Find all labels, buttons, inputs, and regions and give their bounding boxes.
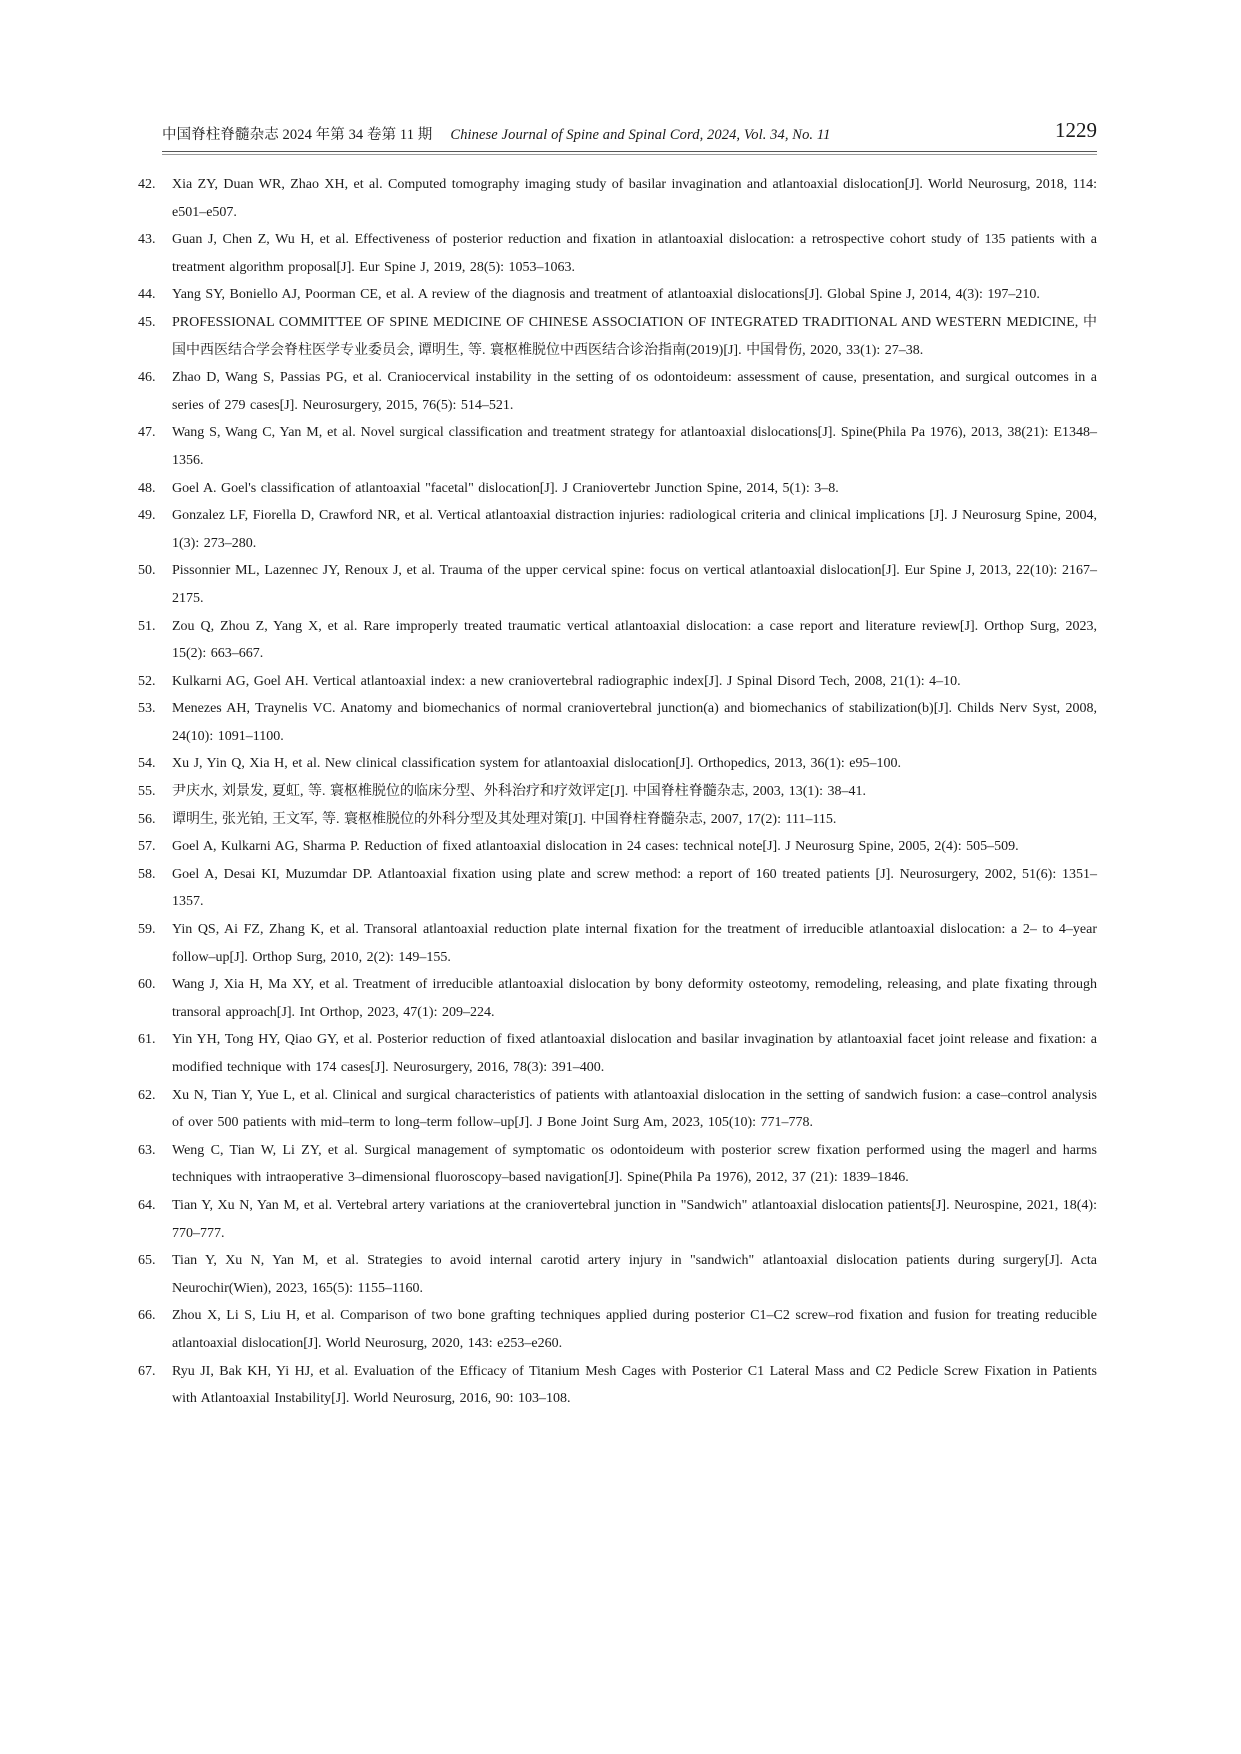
reference-item — [138, 557, 1097, 612]
reference-text: Tian Y, Xu N, Yan M, et al. Vertebral artery variations at the craniovertebral junction in "Sandwich" atlantoaxial dislocation patients[J]. Neurospine, 2021, 18(4): 770–777. — [172, 1197, 1097, 1241]
reference-number: 62. — [138, 1087, 156, 1103]
reference-item — [138, 309, 1097, 364]
reference-number: 49. — [138, 508, 156, 524]
reference-text: 尹庆水, 刘景发, 夏虹, 等. 寰枢椎脱位的临床分型、外科治疗和疗效评定[J]. 中国脊柱脊髓杂志, 2003, 13(1): 38–41. — [172, 784, 866, 800]
reference-list — [138, 171, 1097, 1413]
reference-item — [138, 171, 1097, 226]
reference-number: 55. — [138, 784, 156, 800]
reference-item — [138, 364, 1097, 419]
reference-number: 48. — [138, 480, 156, 496]
reference-text: Zhao D, Wang S, Passias PG, et al. Craniocervical instability in the setting of os odontoideum: assessment of cause, presentation, and surgical outcomes in a series of 279 cases[J]. Neurosurgery, 2015, 76(5): 514–521. — [172, 370, 1097, 413]
reference-item — [138, 668, 1097, 696]
reference-item — [138, 971, 1097, 1026]
reference-item — [138, 475, 1097, 503]
reference-number: 58. — [138, 866, 156, 882]
reference-item — [138, 861, 1097, 916]
reference-text: Kulkarni AG, Goel AH. Vertical atlantoaxial index: a new craniovertebral radiographic index[J]. J Spinal Disord Tech, 2008, 21(1): 4–10. — [172, 673, 961, 689]
reference-text: Xia ZY, Duan WR, Zhao XH, et al. Computed tomography imaging study of basilar invagination and atlantoaxial dislocation[J]. World Neurosurg, 2018, 114: e501–e507. — [172, 177, 1097, 220]
reference-number: 60. — [138, 977, 156, 993]
reference-text: Menezes AH, Traynelis VC. Anatomy and biomechanics of normal craniovertebral junction(a) and biomechanics of stabilization(b)[J]. Childs Nerv Syst, 2008, 24(10): 1091–1100. — [172, 701, 1097, 744]
reference-number: 46. — [138, 370, 156, 386]
journal-title-en: Chinese Journal of Spine and Spinal Cord, 2024, Vol. 34, No. 11 — [450, 127, 831, 143]
reference-item — [138, 502, 1097, 557]
reference-item — [138, 833, 1097, 861]
reference-number: 67. — [138, 1363, 156, 1379]
reference-item — [138, 1082, 1097, 1137]
reference-item — [138, 281, 1097, 309]
reference-number: 61. — [138, 1032, 156, 1048]
reference-item — [138, 1247, 1097, 1302]
reference-number: 50. — [138, 563, 156, 579]
reference-item — [138, 916, 1097, 971]
reference-text: Yin YH, Tong HY, Qiao GY, et al. Posterior reduction of fixed atlantoaxial dislocation and basilar invagination by atlantoaxial facet joint release and fixation: a modified technique with 174 cases[J]. Neurosurgery, 2016, 78(3): 391–400. — [172, 1032, 1097, 1075]
reference-text: Weng C, Tian W, Li ZY, et al. Surgical management of symptomatic os odontoideum with posterior screw fixation performed using the magerl and harms techniques with intraoperative 3–dimensional fluoroscopy–based navigation[J]. Spine(Phila Pa 1976), 2012, 37 (21): 1839–1846. — [172, 1142, 1097, 1186]
reference-item — [138, 1302, 1097, 1357]
reference-text: 谭明生, 张光铂, 王文军, 等. 寰枢椎脱位的外科分型及其处理对策[J]. 中国脊柱脊髓杂志, 2007, 17(2): 111–115. — [172, 811, 837, 827]
reference-number: 54. — [138, 756, 156, 772]
reference-text: Xu N, Tian Y, Yue L, et al. Clinical and surgical characteristics of patients with atlantoaxial dislocation in the setting of sandwich fusion: a case–control analysis of over 500 patients with mid–term to long–term follow–up[J]. J Bone Joint Surg Am, 2023, 105(10): 771–778. — [172, 1087, 1097, 1131]
reference-item — [138, 226, 1097, 281]
reference-item — [138, 695, 1097, 750]
reference-number: 51. — [138, 618, 156, 634]
reference-number: 59. — [138, 922, 156, 938]
reference-item — [138, 750, 1097, 778]
reference-item — [138, 1026, 1097, 1081]
reference-text: Yin QS, Ai FZ, Zhang K, et al. Transoral atlantoaxial reduction plate internal fixation for the treatment of irreducible atlantoaxial dislocation: a 2– to 4–year follow–up[J]. Orthop Surg, 2010, 2(2): 149–155. — [172, 922, 1097, 965]
page-header — [162, 118, 1097, 158]
reference-number: 65. — [138, 1253, 156, 1269]
reference-number: 53. — [138, 701, 156, 717]
reference-item — [138, 613, 1097, 668]
reference-number: 63. — [138, 1142, 156, 1158]
reference-text: Goel A, Kulkarni AG, Sharma P. Reduction of fixed atlantoaxial dislocation in 24 cases: technical note[J]. J Neurosurg Spine, 2005, 2(4): 505–509. — [172, 839, 1019, 855]
reference-number: 45. — [138, 314, 156, 330]
reference-text: Wang S, Wang C, Yan M, et al. Novel surgical classification and treatment strategy for atlantoaxial dislocations[J]. Spine(Phila Pa 1976), 2013, 38(21): E1348–1356. — [172, 425, 1097, 468]
reference-number: 42. — [138, 177, 156, 192]
header-rule — [162, 151, 1097, 152]
reference-text: Gonzalez LF, Fiorella D, Crawford NR, et al. Vertical atlantoaxial distraction injuries: radiological criteria and clinical implications [J]. J Neurosurg Spine, 2004, 1(3): 273–280. — [172, 508, 1097, 551]
reference-number: 64. — [138, 1197, 156, 1213]
reference-number: 66. — [138, 1308, 156, 1324]
reference-item — [138, 1192, 1097, 1247]
reference-item — [138, 419, 1097, 474]
reference-text: Tian Y, Xu N, Yan M, et al. Strategies to avoid internal carotid artery injury in "sandwich" atlantoaxial dislocation patients during surgery[J]. Acta Neurochir(Wien), 2023, 165(5): 1155–1160. — [172, 1253, 1097, 1296]
reference-text: Zou Q, Zhou Z, Yang X, et al. Rare improperly treated traumatic vertical atlantoaxial dislocation: a case report and literature review[J]. Orthop Surg, 2023, 15(2): 663–667. — [172, 618, 1097, 662]
reference-text: Yang SY, Boniello AJ, Poorman CE, et al. A review of the diagnosis and treatment of atlantoaxial dislocations[J]. Global Spine J, 2014, 4(3): 197–210. — [172, 287, 1040, 303]
reference-number: 56. — [138, 811, 156, 827]
reference-text: Xu J, Yin Q, Xia H, et al. New clinical classification system for atlantoaxial dislocation[J]. Orthopedics, 2013, 36(1): e95–100. — [172, 756, 901, 772]
page-number: 1229 — [1055, 118, 1097, 142]
reference-item — [138, 778, 1097, 806]
reference-item — [138, 806, 1097, 834]
reference-item — [138, 1358, 1097, 1413]
running-head — [162, 123, 831, 144]
reference-number: 47. — [138, 425, 156, 441]
header-rule-secondary — [162, 154, 1097, 155]
reference-number: 57. — [138, 839, 156, 855]
reference-text: PROFESSIONAL COMMITTEE OF SPINE MEDICINE OF CHINESE ASSOCIATION OF INTEGRATED TRADITIONAL AND WESTERN MEDICINE, 中国中西医结合学会脊柱医学专业委员会, 谭明生, 等. 寰枢椎脱位中西医结合诊治指南(2019)[J]. 中国骨伤, 2020, 33(1): 27–38. — [172, 314, 1097, 358]
reference-number: 52. — [138, 673, 156, 689]
reference-text: Ryu JI, Bak KH, Yi HJ, et al. Evaluation of the Efficacy of Titanium Mesh Cages with Posterior C1 Lateral Mass and C2 Pedicle Screw Fixation in Patients with Atlantoaxial Instability[J]. World Neurosurg, 2016, 90: 103–108. — [172, 1363, 1097, 1407]
reference-text: Guan J, Chen Z, Wu H, et al. Effectiveness of posterior reduction and fixation in atlantoaxial dislocation: a retrospective cohort study of 135 patients with a treatment algorithm proposal[J]. Eur Spine J, 2019, 28(5): 1053–1063. — [172, 232, 1097, 275]
journal-title-cn: 中国脊柱脊髓杂志 2024 年第 34 卷第 11 期 — [162, 127, 433, 143]
reference-item — [138, 1137, 1097, 1192]
reference-text: Wang J, Xia H, Ma XY, et al. Treatment of irreducible atlantoaxial dislocation by bony deformity osteotomy, remodeling, releasing, and plate fixating through transoral approach[J]. Int Orthop, 2023, 47(1): 209–224. — [172, 977, 1097, 1020]
reference-text: Goel A, Desai KI, Muzumdar DP. Atlantoaxial fixation using plate and screw method: a report of 160 treated patients [J]. Neurosurgery, 2002, 51(6): 1351–1357. — [172, 866, 1097, 910]
reference-text: Pissonnier ML, Lazennec JY, Renoux J, et al. Trauma of the upper cervical spine: focus on vertical atlantoaxial dislocation[J]. Eur Spine J, 2013, 22(10): 2167–2175. — [172, 563, 1097, 606]
reference-text: Zhou X, Li S, Liu H, et al. Comparison of two bone grafting techniques applied during posterior C1–C2 screw–rod fixation and fusion for treating reducible atlantoaxial dislocation[J]. World Neurosurg, 2020, 143: e253–e260. — [172, 1308, 1097, 1351]
reference-number: 44. — [138, 287, 156, 303]
reference-text: Goel A. Goel's classification of atlantoaxial "facetal" dislocation[J]. J Craniovertebr Junction Spine, 2014, 5(1): 3–8. — [172, 480, 839, 496]
reference-number: 43. — [138, 232, 156, 248]
